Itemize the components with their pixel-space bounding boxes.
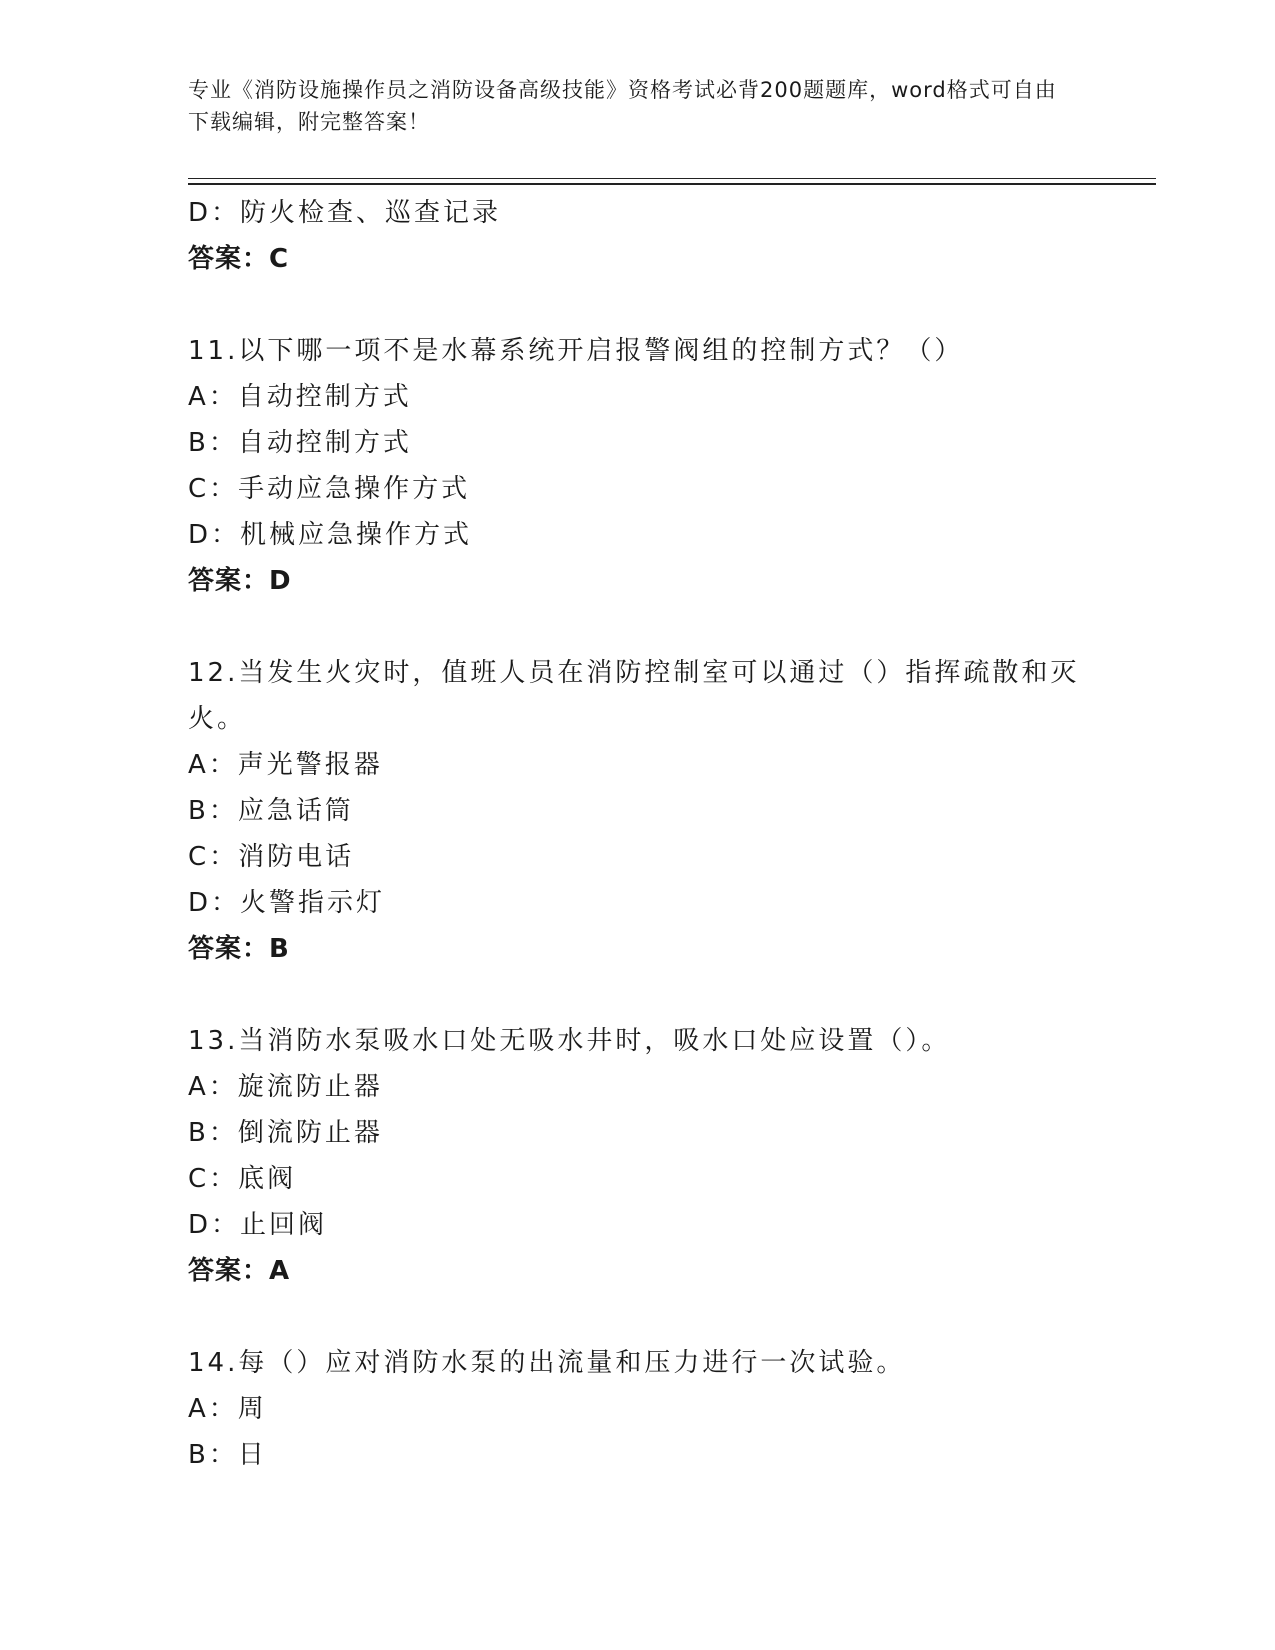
header-rule-thick (188, 183, 1156, 185)
prev-option-d: D：防火检查、巡查记录 (188, 198, 502, 228)
question-13-option-a: A：旋流防止器 (188, 1072, 383, 1102)
question-12-option-b: B：应急话筒 (188, 796, 354, 826)
question-13-option-c: C：底阀 (188, 1164, 297, 1194)
prev-answer: 答案：C (188, 244, 290, 274)
document-header: 专业《消防设施操作员之消防设备高级技能》资格考试必背200题题库，word格式可自由下载编辑，附完整答案！ (188, 78, 1057, 134)
question-14-option-a: A：周 (188, 1394, 267, 1424)
question-11-answer: 答案：D (188, 566, 292, 596)
question-12-answer: 答案：B (188, 934, 290, 964)
question-11-option-d: D：机械应急操作方式 (188, 520, 473, 550)
question-13-option-b: B：倒流防止器 (188, 1118, 383, 1148)
question-content (188, 190, 1088, 1478)
question-11-option-a: A：自动控制方式 (188, 382, 412, 412)
question-11-option-b: B：自动控制方式 (188, 428, 412, 458)
question-12-option-c: C：消防电话 (188, 842, 355, 872)
question-12-stem: 12.当发生火灾时，值班人员在消防控制室可以通过（）指挥疏散和灭火。 (188, 658, 1080, 734)
question-11-option-c: C：手动应急操作方式 (188, 474, 471, 504)
question-11-stem: 11.以下哪一项不是水幕系统开启报警阀组的控制方式？（） (188, 336, 964, 366)
question-14-option-b: B：日 (188, 1440, 267, 1470)
header-rule-thin (188, 178, 1156, 179)
question-13-option-d: D：止回阀 (188, 1210, 328, 1240)
question-12-option-a: A：声光警报器 (188, 750, 383, 780)
question-14-stem: 14.每（）应对消防水泵的出流量和压力进行一次试验。 (188, 1348, 906, 1378)
question-12-option-d: D：火警指示灯 (188, 888, 386, 918)
question-13-answer: 答案：A (188, 1256, 291, 1286)
question-13-stem: 13.当消防水泵吸水口处无吸水井时，吸水口处应设置（）。 (188, 1026, 951, 1056)
